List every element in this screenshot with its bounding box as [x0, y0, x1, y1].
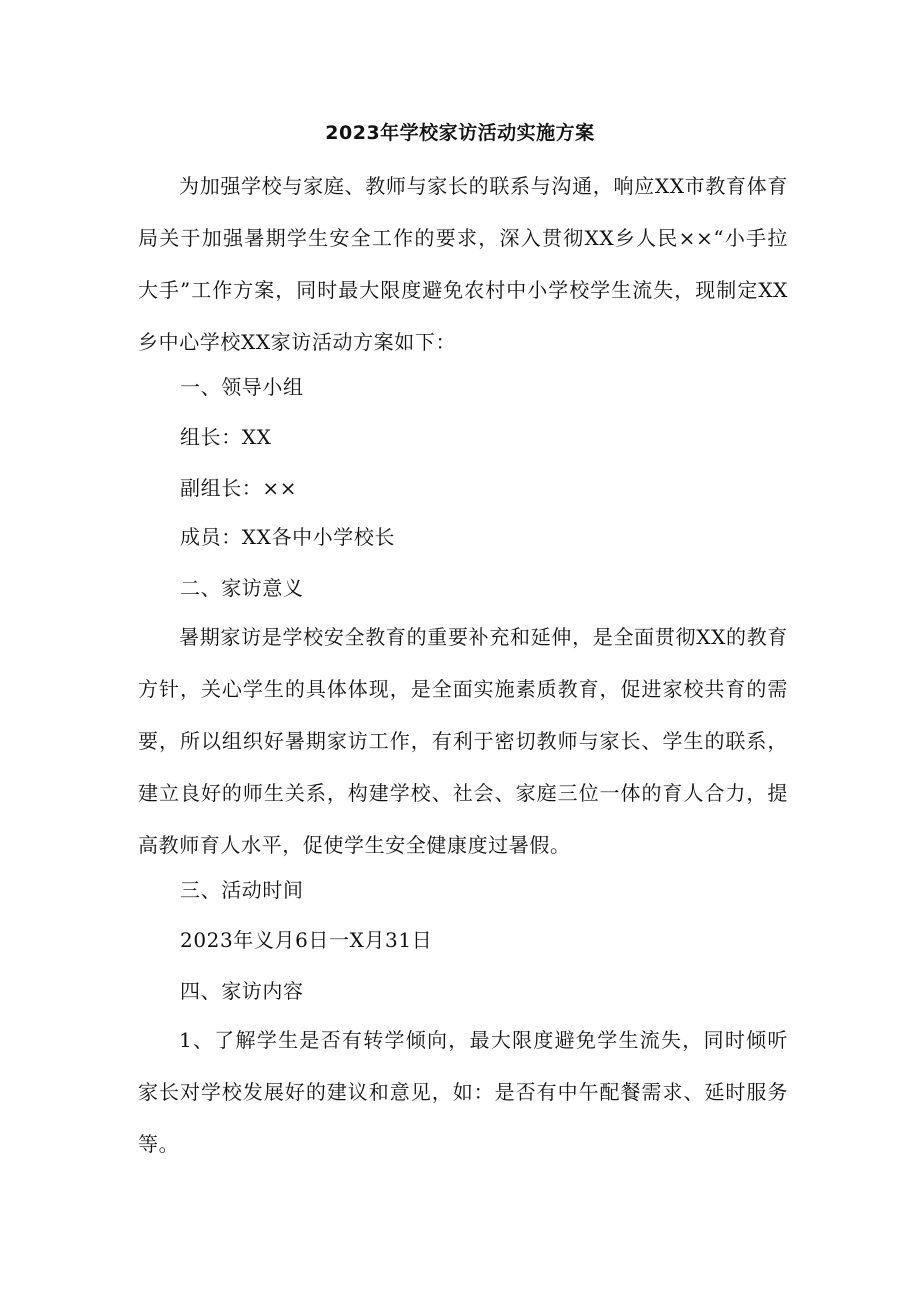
activity-time-line: 2023年义月6日一X月31日 — [180, 928, 433, 952]
deputy-leader-line: 副组长：×× — [180, 476, 298, 500]
section-heading-time: 三、活动时间 — [180, 878, 304, 902]
section-heading-significance: 二、家访意义 — [180, 576, 304, 600]
members-line: 成员：XX各中小学校长 — [180, 525, 396, 549]
significance-paragraph: 暑期家访是学校安全教育的重要补充和延伸，是全面贯彻XX的教育方针，关心学生的具体体现，是全面实施素质教育，促进家校共育的需要，所以组织好暑期家访工作，有利于密切教师与家长、学生的联系，建立良好的师生关系，构建学校、社会、家庭三位一体的育人合力，提高教师育人水平，促使学生安全健康度过暑假。 — [138, 625, 788, 857]
content-item-1: 1、了解学生是否有转学倾向，最大限度避免学生流失，同时倾听家长对学校发展好的建议和意见，如：是否有中午配餐需求、延时服务等。 — [138, 1028, 788, 1156]
section-heading-content: 四、家访内容 — [180, 979, 304, 1003]
document-title: 2023年学校家访活动实施方案 — [325, 122, 595, 144]
content-item-block — [138, 1014, 788, 1170]
significance-block — [138, 611, 788, 871]
leader-line: 组长：XX — [180, 425, 272, 449]
intro-paragraph: 为加强学校与家庭、教师与家长的联系与沟通，响应XX市教育体育局关于加强暑期学生安全工作的要求，深入贯彻XX乡人民××“小手拉大手”工作方案，同时最大限度避免农村中小学校学生流失，现制定XX乡中心学校XX家访活动方案如下： — [138, 174, 788, 354]
intro-block — [138, 160, 788, 368]
section-heading-leadership: 一、领导小组 — [180, 375, 304, 399]
